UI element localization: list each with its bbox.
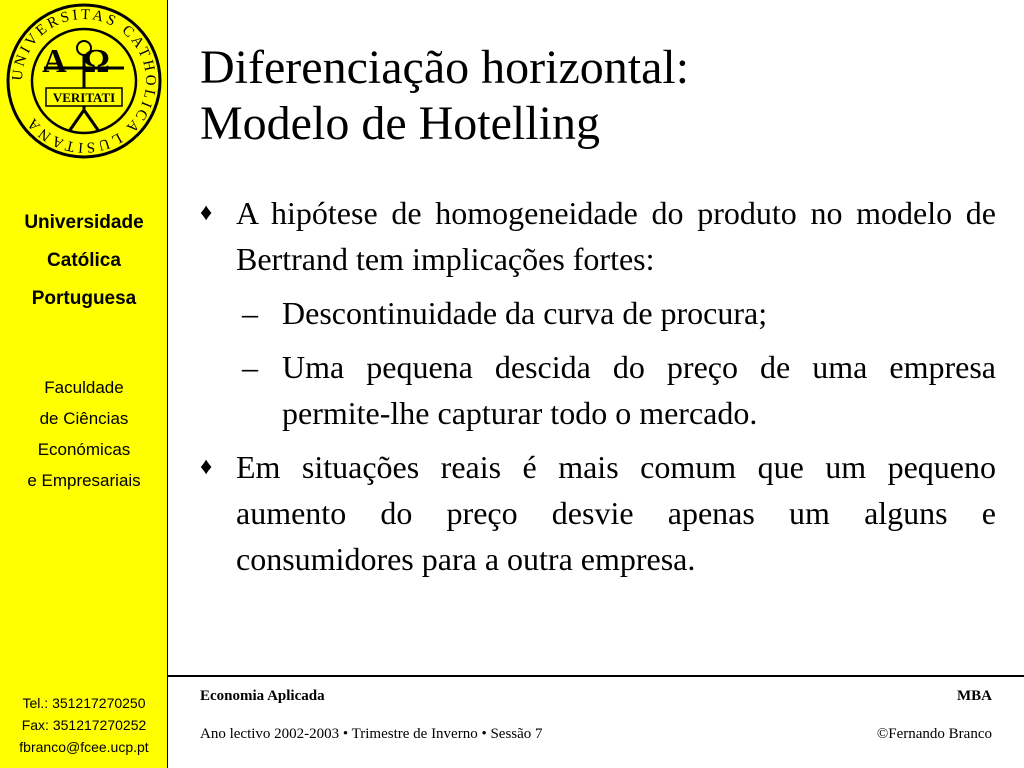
university-line: Universidade — [24, 212, 144, 233]
fax-number: Fax: 351217270252 — [21, 717, 147, 733]
alpha-omega-symbols: AΩ — [42, 43, 126, 80]
seal-ring-text: UNIVERSITAS CATHOLICA LUSITANA — [9, 6, 159, 156]
sub-bullet-text: Uma pequena descida do preço de uma empresa permite-lhe capturar todo o mercado. — [282, 349, 996, 431]
footer-divider — [168, 675, 1024, 677]
bullet-text: A hipótese de homogeneidade do produto no modelo de Bertrand tem implicações fortes: — [236, 195, 996, 277]
dash-bullet-icon: – — [242, 349, 258, 385]
university-name — [0, 204, 168, 318]
sub-bullet-text: Descontinuidade da curva de procura; — [282, 295, 768, 331]
bullet-item — [200, 444, 996, 582]
sub-bullet-item — [242, 344, 996, 436]
slide-title — [200, 40, 1000, 152]
university-seal-logo — [4, 2, 164, 160]
faculty-line: Faculdade — [44, 378, 124, 397]
faculty-line: de Ciências — [39, 409, 129, 428]
university-line: Católica — [47, 250, 121, 271]
contact-info — [0, 692, 168, 758]
university-line: Portuguesa — [31, 288, 137, 309]
program-name: MBA — [957, 688, 992, 704]
sidebar — [0, 0, 168, 768]
email-address: fbranco@fcee.ucp.pt — [19, 739, 149, 755]
bullet-item — [200, 190, 996, 282]
phone-number: Tel.: 351217270250 — [22, 695, 146, 711]
faculty-name — [0, 372, 168, 496]
bullet-text: Em situações reais é mais comum que um pequeno aumento do preço desvie apenas um alguns e consumidores para a outra empresa. — [236, 449, 996, 577]
sub-bullet-item — [242, 290, 996, 336]
session-info: Ano lectivo 2002-2003 • Trimestre de Inverno • Sessão 7 — [200, 726, 543, 742]
author-credit: ©Fernando Branco — [876, 726, 992, 742]
course-name: Economia Aplicada — [200, 688, 325, 704]
seal-motto: VERITATI — [52, 90, 116, 105]
title-line: Diferenciação horizontal: — [200, 41, 690, 94]
dash-bullet-icon: – — [242, 295, 258, 331]
slide-content — [200, 190, 996, 590]
diamond-bullet-icon: ♦ — [200, 454, 213, 480]
title-line: Modelo de Hotelling — [200, 97, 600, 150]
faculty-line: Económicas — [37, 440, 131, 459]
diamond-bullet-icon: ♦ — [200, 200, 213, 226]
faculty-line: e Empresariais — [27, 471, 141, 490]
